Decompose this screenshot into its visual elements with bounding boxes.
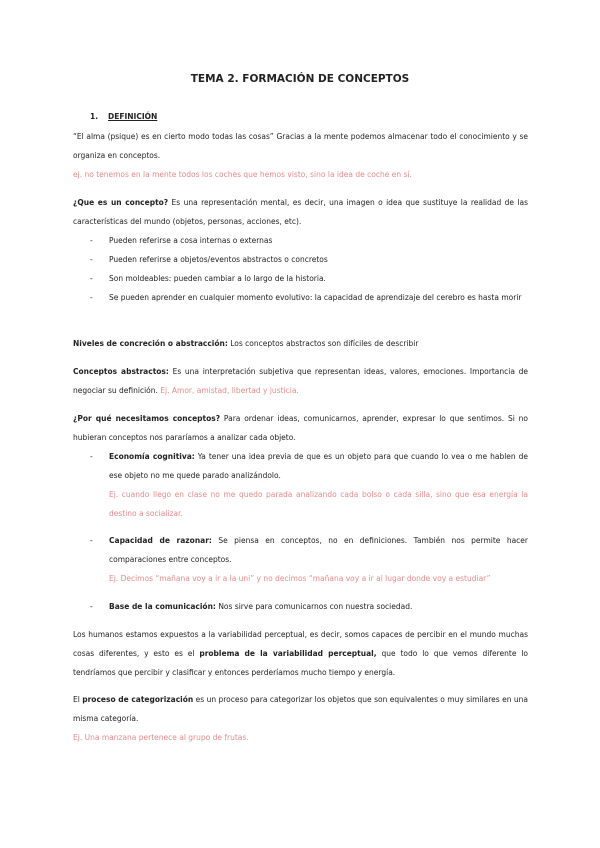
bullet-text: Se pueden aprender en cualquier momento evolutivo: la capacidad de aprendizaje del cerebro es hasta morir — [109, 293, 522, 302]
categorizacion-paragraph — [73, 690, 528, 747]
abstractos-label: Conceptos abstractos: — [73, 367, 169, 376]
item-text: Ya tener una idea previa de que es un objeto para que cuando lo vea o me hablen de ese objeto no me quede parado analizándolo. — [109, 452, 528, 480]
abstractos-paragraph — [73, 362, 528, 400]
bullet-text: Son moldeables: pueden cambiar a lo largo de la historia. — [109, 274, 326, 283]
variabilidad-bold: problema de la variabilidad perceptual, — [199, 649, 377, 658]
document-page: TEMA 2. FORMACIÓN DE CONCEPTOS 1. DEFINICIÓN “El alma (psique) es en cierto modo todas las cosas” Gracias a la mente podemos almacenar todo el conocimiento y se organiza en conceptos. ej. no tenemos en la mente todos los coches que hemos visto, sino la idea de coche en sí. ¿Que es un concepto? Es una representación mental, es decir, una imagen o idea que sustituye la realidad de las características del mundo (objetos, personas, acciones, etc). - Pueden referirse a cosa internas o externas - Pueden referirse a objetos/eventos abstractos o concretos - Son moldeables: pueden cambiar a lo largo de la historia. - Se pueden aprender en cualquier momento evolutivo: la capacidad de aprendizaje del cerebro es hasta morir Niveles de concreción o abstracción: Los conceptos abstractos son difíciles de describir Conceptos abstractos: Es una interpretación subjetiva que representan ideas, valores, emociones. Importancia de negociar su definición. Ej. Amor, amistad, libertad y justicia. ¿Por qué necesitamos conceptos? Para ordenar ideas, comunicarnos, aprender, expresar lo que sentimos. Si no hubieran conceptos nos pararíamos a analizar cada objeto. - Economía cognitiva: Ya tener una idea previa de que es un objeto para que cuando lo vea o me hablen de ese objeto no me quede parado analizándolo. Ej. cuando llego en clase no me quedo parada analizando cada bolso o cada silla, sino que esa energía la destino a socializar. - Capacidad de razonar: Se piensa en conceptos, no en definiciones. También nos permite hacer comparaciones entre conceptos. Ej. Decimos “mañana voy a ir a la uni” y no decimos “mañana voy a ir al lugar donde voy a estudiar” - Base de la comunicación: Nos sirve para comunicarnos con nuestra sociedad. Los humanos estamos expuestos a la variabilidad perceptual, es decir, somos capaces de percibir en el mundo muchas cosas diferentes, y esto es el problema de la variabilidad perceptual, que todo lo que vemos diferente lo tendríamos que percibir y clasificar y entonces perderíamos mucho tiempo y energía. El proceso de categorización es un proceso para categorizar los objetos que son equivalentes o muy similares en una misma categoría. Ej. Una manzana pertenece al grupo de frutas. — [0, 0, 600, 848]
categorizacion-text-a: El — [73, 695, 83, 704]
porque-question: ¿Por qué necesitamos conceptos? — [73, 414, 221, 423]
que-es-paragraph — [73, 193, 528, 231]
categorizacion-text-b: es un proceso para categorizar los objetos que son equivalentes o muy similares en una misma categoría. — [73, 695, 528, 723]
item-example: Ej. cuando llego en clase no me quedo parada analizando cada bolso o cada silla, sino que esa energía la destino a socializar. — [109, 490, 528, 518]
intro-example: ej. no tenemos en la mente todos los coches que hemos visto, sino la idea de coche en sí. — [73, 170, 412, 179]
categorizacion-example: Ej. Una manzana pertenece al grupo de frutas. — [73, 733, 249, 742]
porque-text: Para ordenar ideas, comunicarnos, aprender, expresar lo que sentimos. Si no hubieran conceptos nos pararíamos a analizar cada objeto. — [73, 414, 528, 442]
porque-paragraph — [73, 409, 528, 447]
intro-paragraph — [73, 127, 528, 184]
niveles-paragraph — [73, 334, 528, 353]
abstractos-example: Ej. Amor, amistad, libertad y justicia. — [157, 386, 299, 395]
bullet-text: Pueden referirse a objetos/eventos abstractos o concretos — [109, 255, 328, 264]
categorizacion-bold: proceso de categorización — [82, 695, 194, 704]
item-label: Economía cognitiva: — [109, 452, 195, 461]
que-es-question: ¿Que es un concepto? — [73, 198, 169, 207]
niveles-label: Niveles de concreción o abstracción: — [73, 339, 228, 348]
section-heading-definicion — [90, 112, 157, 121]
section-number: 1. — [90, 112, 99, 121]
section-label: DEFINICIÓN — [108, 112, 158, 121]
item-label: Capacidad de razonar: — [109, 536, 212, 545]
bullet-text: Pueden referirse a cosa internas o externas — [109, 236, 273, 245]
que-es-text: Es una representación mental, es decir, una imagen o idea que sustituye la realidad de las características del mundo (objetos, personas, acciones, etc). — [73, 198, 528, 226]
variabilidad-text-a: Los humanos estamos expuestos a la variabilidad perceptual, es decir, somos capaces de percibir en el mundo muchas cosas diferentes, y esto es el — [73, 630, 528, 658]
item-label: Base de la comunicación: — [109, 602, 216, 611]
item-text: Nos sirve para comunicarnos con nuestra sociedad. — [215, 602, 413, 611]
abstractos-text: Es una interpretación subjetiva que representan ideas, valores, emociones. Importancia de negociar su definición. — [73, 367, 528, 395]
niveles-text: Los conceptos abstractos son difíciles de describir — [227, 339, 419, 348]
intro-text: “El alma (psique) es en cierto modo todas las cosas” Gracias a la mente podemos almacenar todo el conocimiento y se organiza en conceptos. — [73, 132, 528, 160]
variabilidad-text-b: que todo lo que vemos diferente lo tendríamos que percibir y clasificar y entonces perderíamos mucho tiempo y energía. — [73, 649, 528, 677]
variabilidad-paragraph — [73, 625, 528, 682]
page-title: TEMA 2. FORMACIÓN DE CONCEPTOS — [190, 73, 410, 85]
item-text: Se piensa en conceptos, no en definiciones. También nos permite hacer comparaciones entre conceptos. — [109, 536, 528, 564]
item-example: Ej. Decimos “mañana voy a ir a la uni” y no decimos “mañana voy a ir al lugar donde voy a estudiar” — [109, 574, 491, 583]
